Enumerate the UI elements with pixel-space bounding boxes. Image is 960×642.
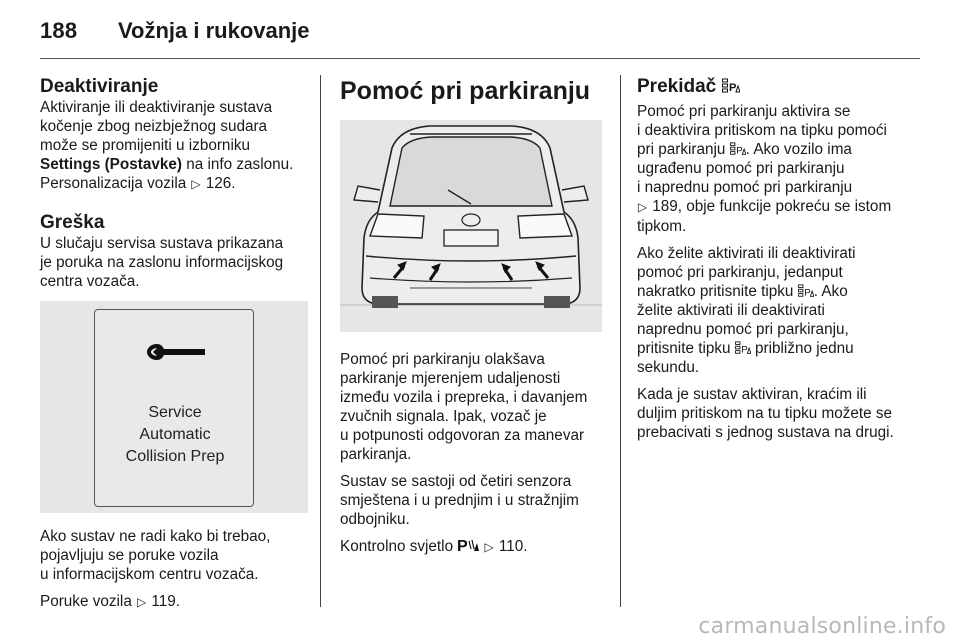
svg-text:P: P (728, 82, 736, 94)
text-line: može se promijeniti u izborniku (40, 137, 250, 154)
car-rear-illustration (340, 120, 602, 332)
text-line: Poruke vozila (40, 593, 137, 610)
page-reference[interactable]: 189, obje funkcije pokreću se istom (652, 198, 892, 215)
text-line: pomoć pri parkiranju, jedanput (637, 264, 843, 281)
parking-button-icon (798, 284, 814, 298)
text-line: zvučnih signala. Ipak, vozač je (340, 408, 547, 425)
page-reference[interactable]: 110. (498, 538, 528, 555)
heading-deaktiviranje: Deaktiviranje (40, 76, 159, 97)
text-line: ugrađenu pomoć pri parkiranju (637, 160, 845, 177)
text-line: Ako želite aktivirati ili deaktivirati (637, 245, 856, 262)
paragraph-activation (637, 244, 917, 377)
paragraph-deactivation (40, 98, 312, 194)
heading-switch-text: Prekidač (637, 76, 717, 97)
text-line: parkiranje mjerenjem udaljenosti (340, 370, 561, 387)
parking-warning-light-icon (457, 537, 479, 553)
service-display-illustration (40, 301, 308, 513)
text-line: pri parkiranju (637, 141, 730, 158)
column-divider (620, 75, 621, 607)
header-rule (40, 58, 920, 59)
text-line: Ako sustav ne radi kako bi trebao, (40, 528, 271, 545)
page-number: 188 (40, 18, 78, 43)
heading-switch (637, 76, 917, 98)
text-line: centra vozača. (40, 273, 140, 290)
paragraph-error (40, 234, 312, 291)
column-left (40, 76, 312, 620)
page-reference-icon: ▷ (191, 177, 201, 191)
text-line: parkiranja. (340, 446, 412, 463)
paragraph-warning-light (340, 537, 612, 557)
display-line: Automatic (139, 426, 211, 443)
section-title: Vožnja i rukovanje (118, 18, 310, 43)
text-line: sekundu. (637, 359, 700, 376)
column-middle (340, 76, 612, 565)
text-line: Kontrolno svjetlo (340, 538, 458, 555)
paragraph-switch-intro (637, 102, 917, 236)
text-line: Kada je sustav aktiviran, kraćim ili (637, 386, 867, 403)
heading-parking-assist: Pomoć pri parkiranju (340, 77, 591, 105)
parking-button-icon (730, 142, 746, 156)
text-line: Pomoć pri parkiranju olakšava (340, 351, 545, 368)
page-reference-icon: ▷ (637, 200, 648, 214)
wrench-icon (147, 340, 207, 364)
display-message (95, 402, 255, 468)
display-frame (94, 309, 254, 507)
svg-text:P: P (735, 145, 743, 156)
paragraph-sensors (340, 472, 612, 529)
display-line: Service (148, 404, 202, 421)
paragraph-switching (637, 385, 917, 442)
page-reference-icon: ▷ (484, 540, 494, 554)
text-line: tipkom. (637, 218, 687, 235)
text-line: i deaktivira pritiskom na tipku pomoći (637, 122, 887, 139)
page-reference[interactable]: 119. (151, 593, 180, 610)
display-line: Collision Prep (125, 448, 225, 465)
column-divider (320, 75, 321, 607)
text-line: između vozila i prepreka, i davanjem (340, 389, 588, 406)
svg-text:P: P (457, 538, 469, 553)
text-line: pritisnite tipku (637, 340, 735, 357)
watermark: carmanualsonline.info (698, 614, 946, 639)
text-line: Aktiviranje ili deaktiviranje sustava (40, 99, 273, 116)
text-line: u informacijskom centru vozača. (40, 566, 259, 583)
text-line: na info zaslonu. (181, 156, 294, 173)
paragraph-parking-intro (340, 350, 612, 464)
column-right (637, 76, 917, 450)
page-reference[interactable]: 126. (205, 175, 236, 192)
parking-button-icon (722, 78, 740, 94)
text-line: odbojniku. (340, 511, 410, 528)
text-line: U slučaju servisa sustava prikazana (40, 235, 284, 252)
text-line: Pomoć pri parkiranju aktivira se (637, 103, 851, 120)
text-line: i naprednu pomoć pri parkiranju (637, 179, 853, 196)
text-line: naprednu pomoć pri parkiranju, (637, 321, 849, 338)
parking-button-icon (735, 341, 751, 355)
text-line: nakratko pritisnite tipku (637, 283, 798, 300)
paragraph-messages (40, 592, 312, 612)
text-line: prebacivati s jednog sustava na drugi. (637, 424, 894, 441)
car-rear-drawing (340, 120, 602, 332)
text-line: . Ako (813, 283, 848, 300)
menu-reference: Settings (Postavke) (40, 156, 182, 173)
text-line: je poruka na zaslonu informacijskog (40, 254, 284, 271)
page-reference-icon: ▷ (136, 595, 147, 609)
text-line: želite aktivirati ili deaktivirati (637, 302, 825, 319)
text-line: Personalizacija vozila (40, 175, 191, 192)
text-line: Sustav se sastoji od četiri senzora (340, 473, 572, 490)
text-line: u potpunosti odgovoran za manevar (340, 427, 585, 444)
svg-text:P: P (803, 287, 811, 298)
paragraph-failure (40, 527, 312, 584)
svg-text:P: P (741, 344, 748, 355)
text-line: približno jednu (750, 340, 854, 357)
text-line: smještena i u prednjim i u stražnjim (340, 492, 579, 509)
text-line: kočenje zbog neizbježnog sudara (40, 118, 268, 135)
heading-greska: Greška (40, 212, 105, 233)
text-line: duljim pritiskom na tu tipku možete se (637, 405, 893, 422)
text-line: pojavljuju se poruke vozila (40, 547, 219, 564)
text-line: . Ako vozilo ima (745, 141, 852, 158)
